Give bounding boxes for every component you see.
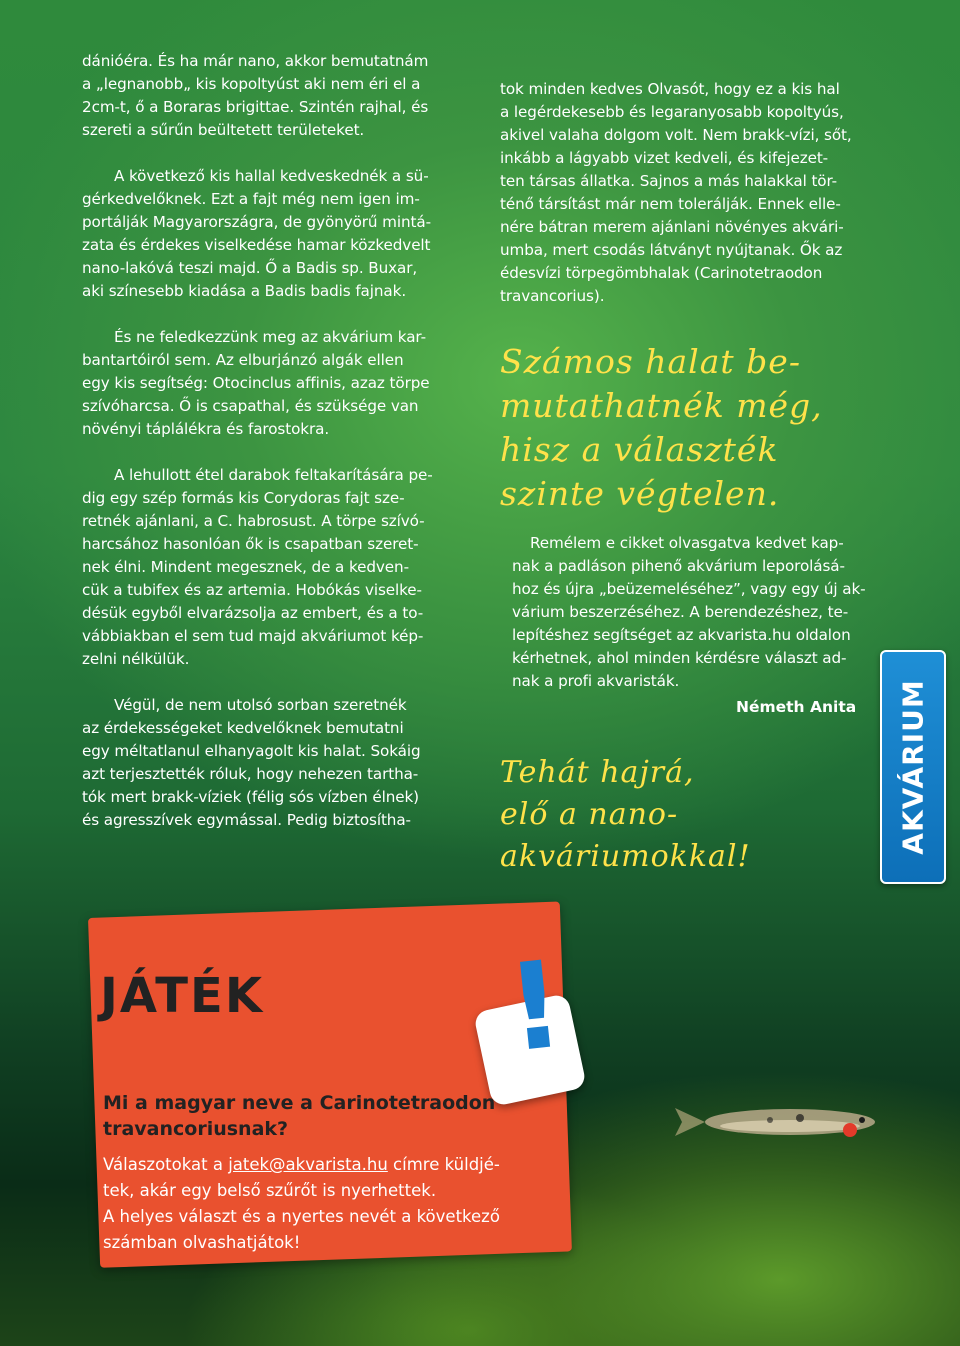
exclamation-icon: ! — [500, 935, 570, 1080]
instructions-lead: Válaszotokat a — [103, 1155, 229, 1174]
game-question: Mi a magyar neve a Carinotetraodon travancoriusnak? — [103, 1092, 496, 1140]
right-text-column-lower — [512, 532, 887, 716]
author-name: Németh Anita — [736, 698, 857, 716]
paragraph: A lehullott étel darabok feltakarítására pe- dig egy szép formás kis Corydoras fajt sze- retnék ajánlani, a C. habrosust. A törpe szívó- harcsához hasonlóan ők is csapatban szeret- nek élni. Mindent megesznek, de a kedven- cük a tubifex és az artemia. Hobókás viselke- désük egyből elvarázsolja az embert, és a to- vábbiakban el sem tud majd akváriumot kép- zelni nélkülük. — [82, 466, 433, 668]
game-instructions — [103, 1152, 563, 1256]
right-text-column — [500, 78, 880, 318]
left-text-column — [82, 50, 462, 855]
paragraph: Végül, de nem utolsó sorban szeretnék az érdekességeket kedvelőknek bemutatni egy méltatlanul elhanyagolt kis halat. Sokáig azt terjesztették róluk, hogy nehezen tartha- tók mert brakk-víziek (félig sós vízben élnek) és agresszívek egymással. Pedig biztosítha- — [82, 696, 421, 829]
section-tab-label: AKVÁRIUM — [896, 679, 930, 855]
fish-illustration — [670, 1090, 900, 1150]
paragraph: dánióéra. És ha már nano, akkor bemutatnám a „legnanobb„ kis kopoltyúst aki nem éri el a 2cm-t, ő a Boraras brigittae. Szintén rajhal, és szereti a sűrűn beültetett területeket. — [82, 52, 429, 139]
paragraph: Remélem e cikket olvasgatva kedvet kap- nak a padláson pihenő akvárium leporolásá- hoz és újra „beüzemeléséhez”, vagy egy új ak- várium beszerzéséhez. A berendezéshez, te- lepítéshez segítséget az akvarista.hu oldalon kérhetnek, ahol minden kérdésre választ ad- nak a profi akvaristák. — [512, 534, 866, 690]
section-tab — [880, 650, 946, 884]
paragraph: És ne feledkezzünk meg az akvárium kar- bantartóiról sem. Az elburjánzó algák ellen egy kis segítség: Otocinclus affinis, azaz törpe szívóharcsa. Ő is csapathal, és szüksége van növényi táplálékra és farostokra. — [82, 328, 430, 438]
pull-quote-2: Tehát hajrá, elő a nano- akváriumokkal! — [500, 755, 751, 874]
paragraph: A következő kis hallal kedveskednék a sü- gérkedvelőknek. Ezt a fajt még nem igen im- portálják Magyarországra, de gyönyörű mintá- zata és érdekes viselkedése hamar közkedvelt nano-lakóvá teszi majd. Ő a Badis sp. Buxar, aki színesebb kiadása a Badis badis fajnak. — [82, 167, 431, 300]
pull-quote-1: Számos halat be- mutathatnék még, hisz a választék szinte végtelen. — [500, 342, 823, 513]
paragraph: tok minden kedves Olvasót, hogy ez a kis hal a legérdekesebb és legaranyosabb kopoltyús, akivel valaha dolgom volt. Nem brakk-vízi, sőt, inkább a lágyabb vizet kedveli, és kifejezet- ten társas állatka. Sajnos a más halakkal tör- ténő társítást már nem tolerálják. Ennek elle- nére bátran merem ajánlani növényes akvári- umba, mert csodás látványt nyújtanak. Ők az édesvízi törpegömbhalak (Carinotetraodon travancorius). — [500, 80, 852, 305]
game-title: JÁTÉK — [100, 968, 265, 1024]
email-link[interactable]: jatek@akvarista.hu — [228, 1155, 388, 1174]
instructions-rest: címre küldjé- tek, akár egy belső szűrőt is nyerhettek. A helyes választ és a nyertes nevét a következő számban olvashatjátok! — [103, 1155, 500, 1252]
